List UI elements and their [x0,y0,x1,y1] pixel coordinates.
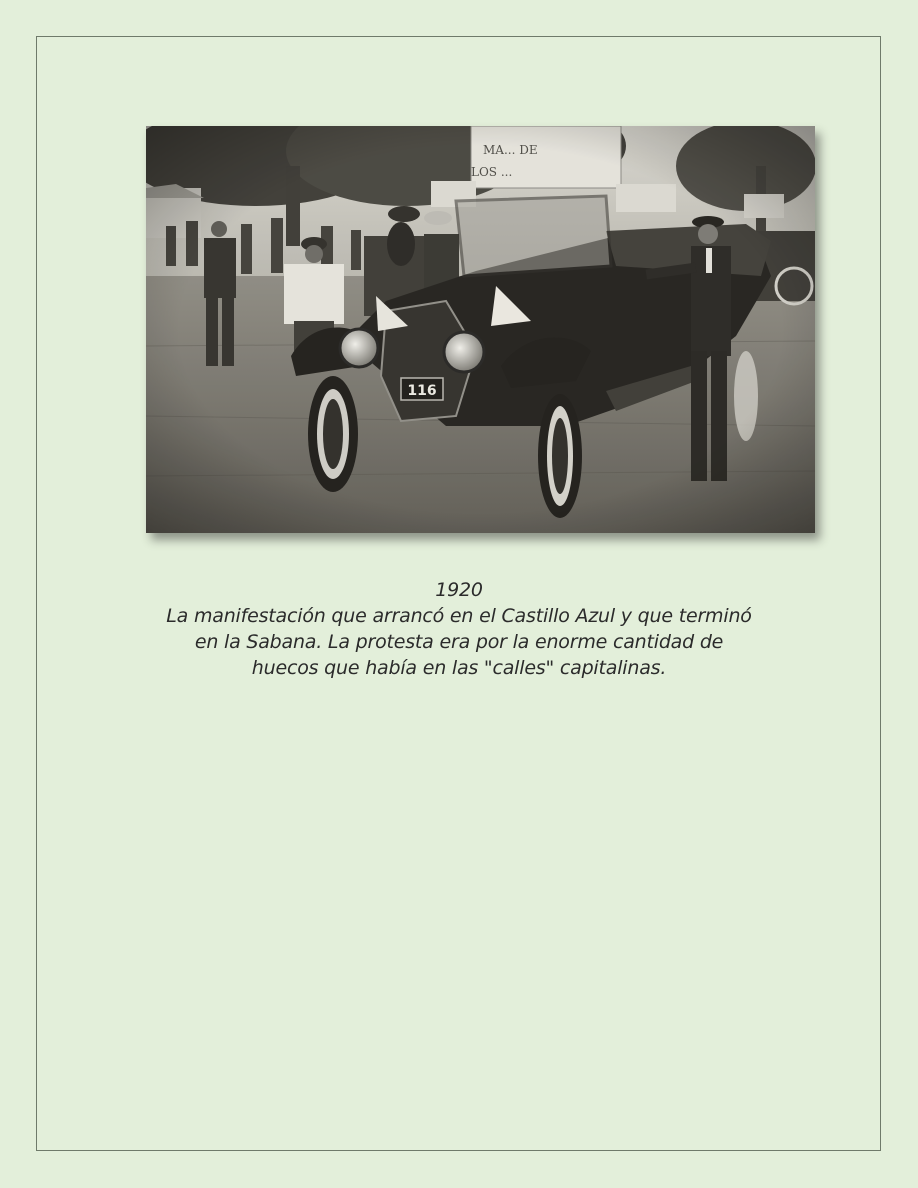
caption-line-1: La manifestación que arrancó en el Castillo Azul y que terminó [166,605,752,627]
caption-year: 1920 [435,579,483,601]
historical-photo [146,126,815,533]
caption-line-3: huecos que había en las "calles" capitalinas. [251,657,667,679]
photo-1920-car-protest [146,126,815,533]
caption-line-2: en la Sabana. La protesta era por la enorme cantidad de [194,631,724,653]
photo-caption [110,577,808,681]
